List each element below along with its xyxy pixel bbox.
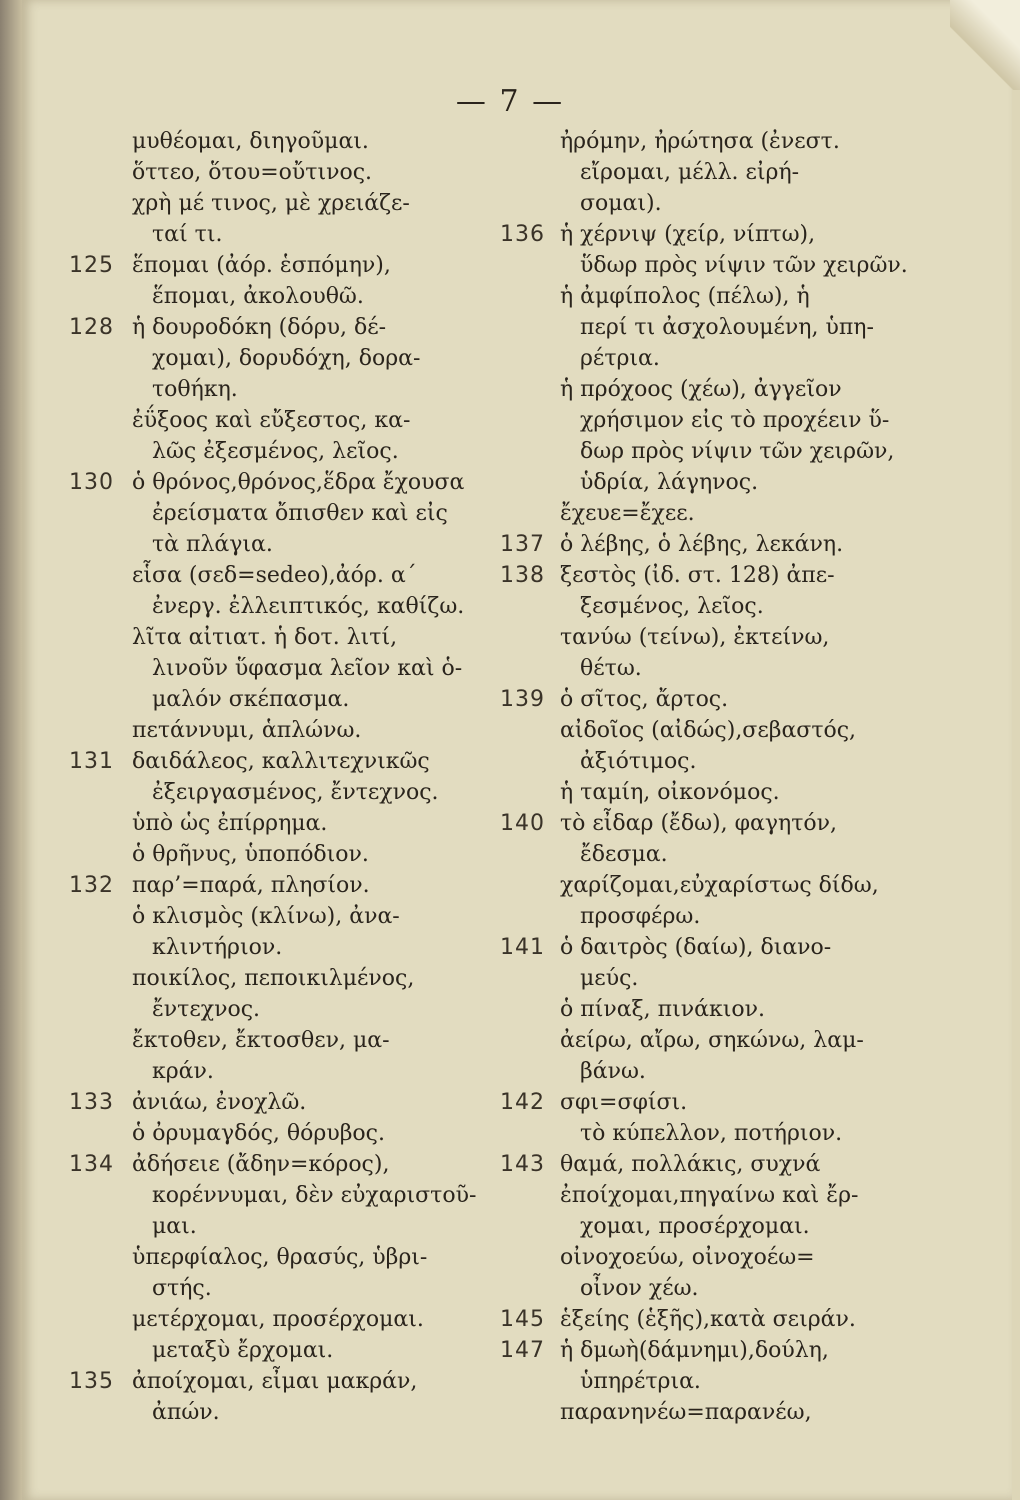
glossary-text: ἀδήσειε (ἄδην=κόρος), xyxy=(132,1152,390,1177)
glossary-text: ὁ θρόνος,θρόνος,ἕδρα ἔχουσα xyxy=(132,470,465,495)
verse-number: 133 xyxy=(69,1090,114,1115)
glossary-text: ἔχευε=ἔχεε. xyxy=(560,501,695,526)
glossary-line xyxy=(500,963,940,994)
glossary-line xyxy=(500,684,940,715)
glossary-line xyxy=(500,746,940,777)
verse-number: 131 xyxy=(69,749,114,774)
glossary-text: ὅττεο, ὅτου=οὔτινος. xyxy=(132,160,373,185)
glossary-text: ποικίλος, πεποικιλμένος, xyxy=(132,966,415,991)
glossary-text: ρέτρια. xyxy=(580,346,660,371)
glossary-line xyxy=(500,1304,940,1335)
glossary-text: ὁ δαιτρὸς (δαίω), διανο- xyxy=(560,935,832,960)
glossary-text: κράν. xyxy=(152,1059,214,1084)
glossary-line xyxy=(40,1118,492,1149)
glossary-line xyxy=(500,591,940,622)
glossary-line xyxy=(40,622,492,653)
glossary-text: ἡ ταμίη, οἰκονόμος. xyxy=(560,780,780,805)
glossary-text: στής. xyxy=(152,1276,212,1301)
glossary-text: ἀποίχομαι, εἶμαι μακράν, xyxy=(132,1369,418,1394)
glossary-text: ὁ πίναξ, πινάκιον. xyxy=(560,997,765,1022)
glossary-line xyxy=(500,901,940,932)
glossary-line xyxy=(500,374,940,405)
glossary-text: ἀείρω, αἴρω, σηκώνω, λαμ- xyxy=(560,1028,864,1053)
glossary-line xyxy=(500,498,940,529)
glossary-text: ἠρόμην, ἠρώτησα (ἐνεστ. xyxy=(560,129,840,154)
glossary-text: ἀπών. xyxy=(152,1400,220,1425)
glossary-line xyxy=(40,405,492,436)
glossary-text: κλιντήριον. xyxy=(152,935,283,960)
glossary-line xyxy=(500,157,940,188)
glossary-text: ἐνεργ. ἐλλειπτικός, καθίζω. xyxy=(152,594,465,619)
glossary-line xyxy=(500,932,940,963)
glossary-text: δωρ πρὸς νίψιν τῶν χειρῶν, xyxy=(580,439,895,464)
glossary-line xyxy=(500,219,940,250)
glossary-text: ταί τι. xyxy=(152,222,223,247)
glossary-text: τοθήκη. xyxy=(152,377,238,402)
glossary-line xyxy=(40,157,492,188)
glossary-text: πετάννυμι, ἁπλώνω. xyxy=(132,718,362,743)
glossary-text: λῶς ἐξεσμένος, λεῖος. xyxy=(152,439,399,464)
glossary-text: ἐΰξοος καὶ εὔξεστος, κα- xyxy=(132,408,411,433)
glossary-text: χομαι), δορυδόχη, δορα- xyxy=(152,346,421,371)
glossary-line xyxy=(500,1056,940,1087)
glossary-line xyxy=(40,1180,492,1211)
glossary-line xyxy=(40,1366,492,1397)
glossary-line xyxy=(40,188,492,219)
glossary-line xyxy=(40,1304,492,1335)
glossary-line xyxy=(500,808,940,839)
glossary-text: ξεστὸς (ἰδ. στ. 128) ἀπε- xyxy=(560,563,835,588)
glossary-text: λινοῦν ὕφασμα λεῖον καὶ ὁ- xyxy=(152,656,463,681)
glossary-line xyxy=(40,591,492,622)
glossary-text: προσφέρω. xyxy=(580,904,701,929)
glossary-text: σομαι). xyxy=(580,191,662,216)
glossary-text: ξεσμένος, λεῖος. xyxy=(580,594,764,619)
verse-number: 132 xyxy=(69,873,114,898)
glossary-text: ἐποίχομαι,πηγαίνω καὶ ἔρ- xyxy=(560,1183,859,1208)
glossary-line xyxy=(40,1056,492,1087)
glossary-line xyxy=(500,1211,940,1242)
glossary-text: ὑπηρέτρια. xyxy=(580,1369,701,1394)
glossary-line xyxy=(40,715,492,746)
verse-number: 147 xyxy=(500,1338,545,1363)
glossary-line xyxy=(40,529,492,560)
glossary-text: ἔντεχνος. xyxy=(152,997,261,1022)
glossary-text: σφι=σφίσι. xyxy=(560,1090,688,1115)
left-column xyxy=(40,126,492,1428)
glossary-line xyxy=(40,1273,492,1304)
glossary-line xyxy=(40,1335,492,1366)
glossary-line xyxy=(40,994,492,1025)
glossary-text: αἰδοῖος (αἰδώς),σεβαστός, xyxy=(560,718,857,743)
glossary-text: ἔδεσμα. xyxy=(580,842,668,867)
glossary-line xyxy=(40,498,492,529)
glossary-line xyxy=(500,653,940,684)
glossary-text: χρήσιμον εἰς τὸ προχέειν ὕ- xyxy=(580,408,890,433)
binding-edge xyxy=(0,0,22,1500)
glossary-line xyxy=(500,839,940,870)
glossary-text: δαιδάλεος, καλλιτεχνικῶς xyxy=(132,749,430,774)
glossary-line xyxy=(40,343,492,374)
glossary-text: λῖτα αἰτιατ. ἡ δοτ. λιτί, xyxy=(132,625,398,650)
glossary-text: παρανηνέω=παρανέω, xyxy=(560,1400,812,1425)
glossary-text: ἔκτοθεν, ἔκτοσθεν, μα- xyxy=(132,1028,390,1053)
glossary-text: ἡ δμωὴ(δάμνημι),δούλη, xyxy=(560,1338,829,1363)
verse-number: 139 xyxy=(500,687,545,712)
glossary-line xyxy=(40,1025,492,1056)
glossary-line xyxy=(40,1211,492,1242)
glossary-text: τὸ εἶδαρ (ἔδω), φαγητόν, xyxy=(560,811,837,836)
glossary-line xyxy=(40,374,492,405)
glossary-line xyxy=(40,312,492,343)
glossary-line xyxy=(500,1273,940,1304)
glossary-line xyxy=(500,343,940,374)
glossary-line xyxy=(40,219,492,250)
glossary-line xyxy=(500,1335,940,1366)
glossary-line xyxy=(500,126,940,157)
glossary-line xyxy=(40,1242,492,1273)
glossary-line xyxy=(500,467,940,498)
glossary-text: ἕπομαι, ἀκολουθῶ. xyxy=(152,284,364,309)
glossary-line xyxy=(40,560,492,591)
glossary-text: βάνω. xyxy=(580,1059,646,1084)
glossary-text: εἷσα (σεδ=sedeo),ἀόρ. α΄ xyxy=(132,563,417,588)
glossary-line xyxy=(500,870,940,901)
glossary-text: ἀξιότιμος. xyxy=(580,749,697,774)
glossary-text: ὁ σῖτος, ἄρτος. xyxy=(560,687,729,712)
glossary-line xyxy=(500,312,940,343)
verse-number: 137 xyxy=(500,532,545,557)
glossary-text: χαρίζομαι,εὐχαρίστως δίδω, xyxy=(560,873,879,898)
verse-number: 130 xyxy=(69,470,114,495)
glossary-text: ὁ θρῆνυς, ὑποπόδιον. xyxy=(132,842,369,867)
glossary-text: τὰ πλάγια. xyxy=(152,532,273,557)
glossary-text: ὑπερφίαλος, θρασύς, ὑβρι- xyxy=(132,1245,428,1270)
glossary-text: παρ’=παρά, πλησίον. xyxy=(132,873,370,898)
glossary-text: κορέννυμαι, δὲν εὐχαριστοῦ- xyxy=(152,1183,477,1208)
glossary-text: ἡ ἀμφίπολος (πέλω), ἡ xyxy=(560,284,810,309)
glossary-line xyxy=(40,963,492,994)
glossary-line xyxy=(40,932,492,963)
glossary-text: ὑπὸ ὡς ἐπίρρημα. xyxy=(132,811,328,836)
glossary-text: θαμά, πολλάκις, συχνά xyxy=(560,1152,821,1177)
verse-number: 128 xyxy=(69,315,114,340)
glossary-text: περί τι ἀσχολουμένη, ὑπη- xyxy=(580,315,874,340)
verse-number: 135 xyxy=(69,1369,114,1394)
glossary-line xyxy=(500,436,940,467)
glossary-text: ὁ λέβης, ὁ λέβης, λεκάνη. xyxy=(560,532,844,557)
glossary-text: χρὴ μέ τινος, μὲ χρειάζε- xyxy=(132,191,410,216)
glossary-line xyxy=(40,467,492,498)
glossary-text: ὁ ὀρυμαγδός, θόρυβος. xyxy=(132,1121,385,1146)
glossary-text: τανύω (τείνω), ἐκτείνω, xyxy=(560,625,830,650)
glossary-line xyxy=(40,870,492,901)
glossary-line xyxy=(40,126,492,157)
glossary-text: οἶνον χέω. xyxy=(580,1276,699,1301)
glossary-text: ὁ κλισμὸς (κλίνω), ἀνα- xyxy=(132,904,400,929)
page-corner-fold xyxy=(950,0,1020,90)
glossary-line xyxy=(500,994,940,1025)
verse-number: 134 xyxy=(69,1152,114,1177)
glossary-line xyxy=(500,1397,940,1428)
glossary-line xyxy=(40,746,492,777)
glossary-text: οἰνοχοεύω, οἰνοχοέω= xyxy=(560,1245,815,1270)
glossary-line xyxy=(500,1025,940,1056)
glossary-text: ἐξειργασμένος, ἔντεχνος. xyxy=(152,780,439,805)
glossary-line xyxy=(500,622,940,653)
glossary-line xyxy=(500,777,940,808)
glossary-text: ὕδωρ πρὸς νίψιν τῶν χειρῶν. xyxy=(580,253,908,278)
glossary-line xyxy=(40,436,492,467)
glossary-text: θέτω. xyxy=(580,656,642,681)
glossary-line xyxy=(40,777,492,808)
glossary-line xyxy=(40,901,492,932)
verse-number: 138 xyxy=(500,563,545,588)
glossary-line xyxy=(40,281,492,312)
glossary-line xyxy=(500,1118,940,1149)
glossary-line xyxy=(500,560,940,591)
glossary-text: μεταξὺ ἔρχομαι. xyxy=(152,1338,334,1363)
glossary-line xyxy=(40,684,492,715)
glossary-text: μεύς. xyxy=(580,966,639,991)
glossary-line xyxy=(500,250,940,281)
glossary-text: ἡ χέρνιψ (χείρ, νίπτω), xyxy=(560,222,816,247)
page-number: — 7 — xyxy=(455,84,565,119)
glossary-text: μαλόν σκέπασμα. xyxy=(152,687,350,712)
right-column xyxy=(500,126,940,1428)
glossary-text: μετέρχομαι, προσέρχομαι. xyxy=(132,1307,424,1332)
glossary-text: ἀνιάω, ἐνοχλῶ. xyxy=(132,1090,307,1115)
glossary-line xyxy=(500,529,940,560)
glossary-text: χομαι, προσέρχομαι. xyxy=(580,1214,810,1239)
glossary-text: ἐρείσματα ὄπισθεν καὶ εἰς xyxy=(152,501,448,526)
glossary-text: μυθέομαι, διηγοῦμαι. xyxy=(132,129,369,154)
glossary-line xyxy=(40,808,492,839)
glossary-text: μαι. xyxy=(152,1214,197,1239)
glossary-line xyxy=(500,1366,940,1397)
glossary-text: ὑδρία, λάγηνος. xyxy=(580,470,759,495)
verse-number: 143 xyxy=(500,1152,545,1177)
glossary-line xyxy=(500,281,940,312)
glossary-line xyxy=(500,1087,940,1118)
glossary-line xyxy=(40,653,492,684)
glossary-text: τὸ κύπελλον, ποτήριον. xyxy=(580,1121,843,1146)
verse-number: 125 xyxy=(69,253,114,278)
glossary-line xyxy=(40,1149,492,1180)
glossary-line xyxy=(40,839,492,870)
glossary-text: ἕπομαι (ἀόρ. ἑσπόμην), xyxy=(132,253,391,278)
verse-number: 141 xyxy=(500,935,545,960)
glossary-text: ἑξείης (ἑξῆς),κατὰ σειράν. xyxy=(560,1307,856,1332)
glossary-line xyxy=(500,1242,940,1273)
glossary-text: εἴρομαι, μέλλ. εἰρή- xyxy=(580,160,800,185)
glossary-text: ἡ δουροδόκη (δόρυ, δέ- xyxy=(132,315,387,340)
glossary-line xyxy=(500,405,940,436)
verse-number: 145 xyxy=(500,1307,545,1332)
verse-number: 140 xyxy=(500,811,545,836)
verse-number: 142 xyxy=(500,1090,545,1115)
glossary-line xyxy=(500,1149,940,1180)
glossary-line xyxy=(500,188,940,219)
glossary-line xyxy=(500,1180,940,1211)
glossary-text: ἡ πρόχοος (χέω), ἀγγεῖον xyxy=(560,377,842,402)
glossary-line xyxy=(500,715,940,746)
glossary-line xyxy=(40,1397,492,1428)
verse-number: 136 xyxy=(500,222,545,247)
glossary-line xyxy=(40,1087,492,1118)
glossary-line xyxy=(40,250,492,281)
